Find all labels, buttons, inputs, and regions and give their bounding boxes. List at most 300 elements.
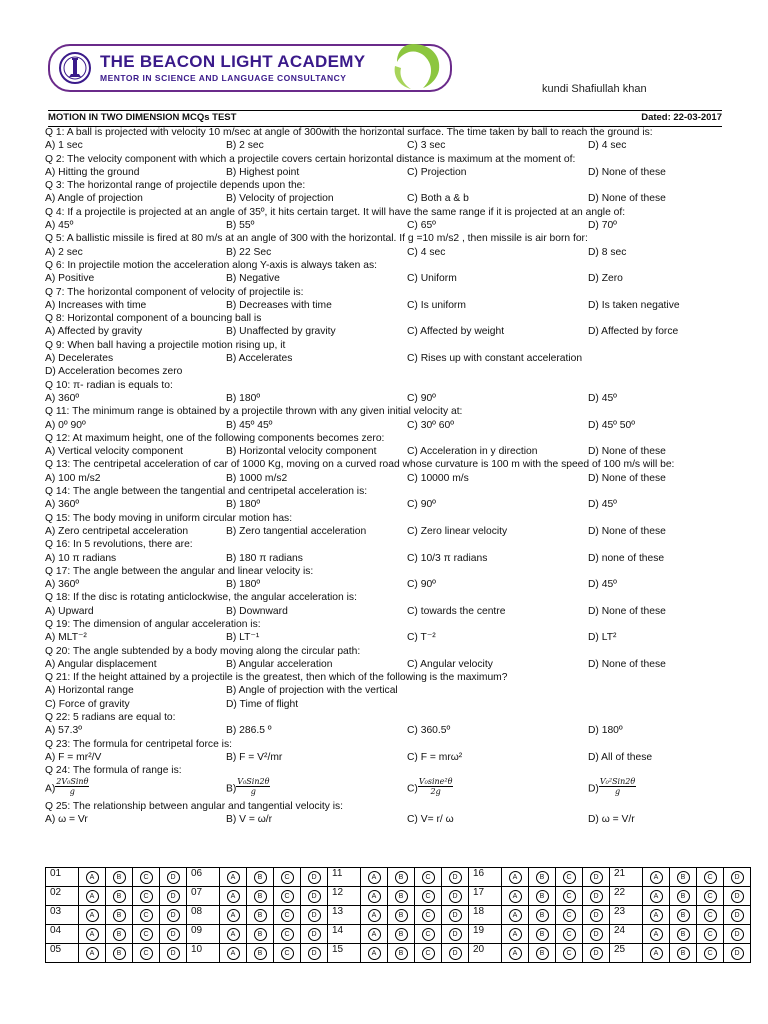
option-c[interactable] [407,578,436,591]
options-row [45,299,725,312]
option-label: A) 57.3º [45,725,82,737]
answer-bubble-b[interactable]: B [677,909,690,922]
option-d[interactable] [588,813,635,826]
answer-bubble-d[interactable]: D [590,947,603,960]
option-d[interactable] [588,658,666,671]
answer-bubble-c[interactable]: C [281,871,294,884]
option-d[interactable] [588,299,680,312]
option-d[interactable] [588,631,616,644]
option-c[interactable] [407,272,457,285]
answer-bubble-d[interactable]: D [731,909,744,922]
option-c[interactable] [407,472,469,485]
question-number: 09 [187,925,220,944]
option-d[interactable] [588,419,635,432]
option-b[interactable] [226,525,366,538]
option-c[interactable] [407,605,505,618]
option-label: A) 10 π radians [45,552,117,564]
answer-bubble-c[interactable]: C [422,947,435,960]
formula-numerator: V₀sine²θ [418,776,453,786]
option-b[interactable] [226,498,260,511]
option-d[interactable] [588,552,664,565]
option-d[interactable] [588,498,617,511]
answer-bubble-b[interactable]: B [677,890,690,903]
answer-bubble-b[interactable]: B [254,871,267,884]
bubble-cell [415,925,442,944]
option-a[interactable] [45,498,79,511]
option-label: A) Zero centripetal acceleration [45,525,189,537]
option-d[interactable] [588,246,626,259]
option-label: C) Projection [407,166,467,178]
option-b[interactable] [226,776,270,796]
answer-bubble-a[interactable]: A [227,871,240,884]
answer-bubble-c[interactable]: C [281,928,294,941]
bubble-cell [388,906,415,925]
option-c[interactable] [407,325,504,338]
answer-bubble-d[interactable]: D [449,947,462,960]
answer-bubble-d[interactable]: D [590,909,603,922]
question-text: Q 2: The velocity component with which a projectile covers certain horizontal distance is maximum at the moment of: [45,153,576,165]
option-label: C) towards the centre [407,605,506,617]
option-c[interactable] [407,498,436,511]
bubble-cell [106,868,133,887]
option-c[interactable] [407,192,469,205]
answer-bubble-d[interactable]: D [167,890,180,903]
bubble-cell [670,868,697,887]
option-b[interactable] [226,605,288,618]
option-b[interactable] [226,419,272,432]
option-a[interactable] [45,219,73,232]
answer-row [46,944,751,963]
option-label: B) 55º [226,220,255,232]
question-text: Q 7: The horizontal component of velocity of projectile is: [45,286,304,298]
option-label: A) 360º [45,499,80,511]
answer-bubble-d[interactable]: D [590,928,603,941]
option-d[interactable] [588,776,636,796]
answer-bubble-b[interactable]: B [395,928,408,941]
option-c[interactable] [407,631,436,644]
answer-bubble-d[interactable]: D [590,871,603,884]
option-label: B) 1000 m/s2 [226,472,288,484]
option-label: C) 10/3 π radians [407,552,488,564]
answer-bubble-a[interactable]: A [509,871,522,884]
answer-bubble-b[interactable]: B [536,947,549,960]
answer-bubble-d[interactable]: D [449,928,462,941]
answer-bubble-a[interactable]: A [650,928,663,941]
option-label: A) Positive [45,273,95,285]
answer-bubble-b[interactable]: B [536,928,549,941]
answer-bubble-d[interactable]: D [731,928,744,941]
question-number: 22 [610,887,643,906]
answer-bubble-c[interactable]: C [563,947,576,960]
option-d[interactable] [588,219,617,232]
question-number: 17 [469,887,502,906]
bubble-cell [502,868,529,887]
answer-bubble-a[interactable]: A [650,909,663,922]
bubble-cell [79,868,106,887]
answer-bubble-c[interactable]: C [422,909,435,922]
option-b[interactable] [226,246,271,259]
answer-bubble-c[interactable]: C [563,890,576,903]
option-label: A) 1 sec [45,140,83,152]
option-label: A) Increases with time [45,299,147,311]
option-b[interactable] [226,166,299,179]
answer-bubble-b[interactable]: B [113,947,126,960]
answer-bubble-c[interactable]: C [281,890,294,903]
option-label: B) Negative [226,273,280,285]
option-c[interactable] [407,419,454,432]
answer-bubble-c[interactable]: C [704,890,717,903]
bubble-cell [724,944,751,963]
bubble-cell [301,944,328,963]
option-label: B) Angle of projection with the vertical [226,685,398,697]
option-b[interactable] [226,219,254,232]
answer-bubble-d[interactable]: D [308,890,321,903]
bubble-cell [529,887,556,906]
answer-bubble-b[interactable]: B [254,947,267,960]
option-label: D) None of these [588,658,666,670]
answer-bubble-a[interactable]: A [227,928,240,941]
option-a[interactable] [45,552,116,565]
answer-bubble-c[interactable]: C [140,909,153,922]
bubble-cell [529,868,556,887]
option-label: A) 100 m/s2 [45,472,101,484]
option-a[interactable] [45,246,83,259]
option-d[interactable] [588,578,617,591]
range-formula [418,777,454,796]
bubble-cell [79,906,106,925]
green-swoosh-logo-icon [383,40,443,92]
answer-bubble-a[interactable]: A [86,928,99,941]
question-text: Q 8: Horizontal component of a bouncing ball is [45,313,262,325]
option-label: D) 180º [588,725,623,737]
bubble-cell [556,925,583,944]
question-number: 03 [46,906,79,925]
option-a[interactable] [45,605,94,618]
option-a[interactable] [45,658,157,671]
answer-bubble-c[interactable]: C [422,871,435,884]
answer-bubble-a[interactable]: A [509,890,522,903]
answer-bubble-b[interactable]: B [536,909,549,922]
option-c[interactable] [407,658,493,671]
option-c[interactable] [407,166,467,179]
bubble-cell [643,887,670,906]
formula-numerator: V₀²Sin2θ [599,776,636,786]
option-d[interactable] [588,192,666,205]
answer-bubble-d[interactable]: D [308,871,321,884]
option-b[interactable] [226,325,336,338]
bubble-cell [79,944,106,963]
option-label: C) Rises up with constant acceleration [407,353,583,365]
answer-bubble-d[interactable]: D [731,890,744,903]
option-a[interactable] [45,578,79,591]
option-label: D) ω = V/r [588,813,635,825]
question-number: 23 [610,906,643,925]
bubble-cell [247,906,274,925]
option-label: C) 360.5º [407,725,451,737]
answer-bubble-c[interactable]: C [704,871,717,884]
option-a[interactable] [45,631,87,644]
option-label: A) 360º [45,392,80,404]
answer-bubble-b[interactable]: B [677,947,690,960]
answer-bubble-a[interactable]: A [368,928,381,941]
answer-bubble-b[interactable]: B [113,871,126,884]
option-b[interactable] [226,445,377,458]
option-d[interactable] [588,472,666,485]
answer-bubble-b[interactable]: B [254,909,267,922]
answer-bubble-d[interactable]: D [308,947,321,960]
option-a[interactable] [45,272,94,285]
option-c[interactable] [407,139,445,152]
option-label: B) Zero tangential acceleration [226,525,367,537]
answer-bubble-d[interactable]: D [167,871,180,884]
option-a[interactable] [45,724,82,737]
bubble-cell [133,868,160,887]
answer-bubble-d[interactable]: D [167,909,180,922]
option-b[interactable] [226,392,260,405]
option-label: C) 30º 60º [407,419,455,431]
bubble-cell [79,887,106,906]
option-a[interactable] [45,166,139,179]
answer-bubble-b[interactable]: B [395,871,408,884]
answer-bubble-c[interactable]: C [563,909,576,922]
answer-bubble-b[interactable]: B [113,909,126,922]
answer-bubble-a[interactable]: A [368,871,381,884]
answer-bubble-b[interactable]: B [536,871,549,884]
answer-bubble-b[interactable]: B [254,928,267,941]
options-row [45,219,725,232]
answer-bubble-a[interactable]: A [227,947,240,960]
answer-bubble-c[interactable]: C [281,909,294,922]
bubble-cell [556,944,583,963]
option-d[interactable] [588,724,623,737]
answer-bubble-c[interactable]: C [563,871,576,884]
option-b[interactable] [226,272,280,285]
option-b[interactable] [226,578,260,591]
question-text: Q 20: The angle subtended by a body moving along the circular path: [45,645,361,657]
option-label: D) 45º [588,392,617,404]
answer-bubble-b[interactable]: B [677,871,690,884]
option-label: A) Horizontal range [45,685,134,697]
option-b[interactable] [226,552,303,565]
option-b[interactable] [226,192,334,205]
option-b[interactable] [226,658,332,671]
answer-bubble-d[interactable]: D [308,928,321,941]
question-number: 15 [328,944,361,963]
answer-bubble-c[interactable]: C [563,928,576,941]
answer-bubble-c[interactable]: C [704,947,717,960]
answer-bubble-b[interactable]: B [395,947,408,960]
options-row [45,724,725,737]
option-a[interactable] [45,352,113,365]
bubble-cell [529,906,556,925]
option-b[interactable] [226,724,272,737]
option-d[interactable]: D) Acceleration becomes zero [45,366,183,378]
answer-row [46,887,751,906]
option-d[interactable] [588,525,666,538]
bubble-cell [697,906,724,925]
option-d[interactable] [588,272,623,285]
option-d[interactable]: D) Time of flight [226,698,299,710]
option-a[interactable] [45,472,101,485]
option-label: D) LT² [588,632,617,644]
option-d[interactable] [588,139,626,152]
bubble-cell [361,868,388,887]
option-a[interactable] [45,813,88,826]
bubble-cell [274,925,301,944]
option-c[interactable] [407,751,462,764]
answer-bubble-a[interactable]: A [368,909,381,922]
option-a[interactable] [45,776,89,796]
answer-bubble-a[interactable]: A [86,890,99,903]
bubble-cell [697,887,724,906]
question-number: 10 [187,944,220,963]
option-b[interactable] [226,472,287,485]
answer-bubble-b[interactable]: B [395,890,408,903]
bubble-cell [133,944,160,963]
option-d[interactable] [588,325,678,338]
options-row [45,605,725,618]
option-d[interactable] [588,166,666,179]
answer-bubble-a[interactable]: A [86,871,99,884]
option-a[interactable] [45,392,79,405]
answer-bubble-d[interactable]: D [731,947,744,960]
option-b[interactable] [226,299,332,312]
range-formula [599,777,636,796]
question-number: 07 [187,887,220,906]
answer-bubble-a[interactable]: A [86,909,99,922]
option-c[interactable] [407,552,487,565]
option-c[interactable] [407,525,507,538]
option-label: A) Upward [45,605,94,617]
bubble-cell [361,906,388,925]
answer-bubble-c[interactable]: C [140,928,153,941]
option-b[interactable] [226,631,259,644]
answer-bubble-c[interactable]: C [704,928,717,941]
question-text: Q 18: If the disc is rotating anticlockwise, the angular acceleration is: [45,592,357,604]
option-label: B) LT⁻¹ [226,632,260,644]
answer-bubble-d[interactable]: D [449,871,462,884]
answer-bubble-b[interactable]: B [254,890,267,903]
answer-bubble-b[interactable]: B [536,890,549,903]
option-b[interactable] [226,352,292,365]
option-a[interactable] [45,419,86,432]
answer-bubble-c[interactable]: C [281,947,294,960]
option-c[interactable] [407,813,454,826]
option-a[interactable] [45,684,134,697]
option-c[interactable] [407,352,582,365]
option-b[interactable] [226,684,398,697]
option-b[interactable] [226,139,264,152]
answer-bubble-a[interactable]: A [650,871,663,884]
answer-bubble-c[interactable]: C [140,871,153,884]
option-c[interactable]: C) Force of gravity [45,698,130,710]
option-b[interactable] [226,751,282,764]
question-number: 12 [328,887,361,906]
answer-bubble-a[interactable]: A [368,947,381,960]
answer-bubble-d[interactable]: D [449,890,462,903]
question-number: 05 [46,944,79,963]
option-label: A) Affected by gravity [45,326,143,338]
answer-bubble-c[interactable]: C [140,947,153,960]
answer-bubble-b[interactable]: B [677,928,690,941]
question-number: 13 [328,906,361,925]
option-label: C) [407,783,418,795]
option-b[interactable] [226,813,272,826]
answer-bubble-a[interactable]: A [368,890,381,903]
option-label: C) Zero linear velocity [407,525,508,537]
bubble-cell [247,868,274,887]
answer-bubble-d[interactable]: D [167,947,180,960]
option-a[interactable] [45,139,83,152]
option-a[interactable] [45,325,142,338]
bubble-cell [442,887,469,906]
answer-bubble-a[interactable]: A [509,928,522,941]
answer-bubble-d[interactable]: D [308,909,321,922]
answer-bubble-a[interactable]: A [650,947,663,960]
option-label: A) Hitting the ground [45,166,140,178]
bubble-cell [220,868,247,887]
answer-sheet-grid [45,867,751,963]
option-d[interactable] [588,445,666,458]
question-text: Q 1: A ball is projected with velocity 10 m/sec at angle of 300with the horizontal surface. The time taken by ball to reach the ground is: [45,127,653,138]
option-label: C) 90º [407,392,436,404]
answer-bubble-a[interactable]: A [509,947,522,960]
option-a[interactable] [45,192,143,205]
answer-bubble-a[interactable]: A [650,890,663,903]
answer-bubble-c[interactable]: C [422,890,435,903]
option-c[interactable] [407,445,538,458]
answer-bubble-a[interactable]: A [509,909,522,922]
answer-bubble-a[interactable]: A [227,890,240,903]
option-c[interactable] [407,776,453,796]
option-d[interactable] [588,751,652,764]
option-a[interactable] [45,751,101,764]
option-a[interactable] [45,445,183,458]
answer-bubble-b[interactable]: B [395,909,408,922]
option-d[interactable] [588,392,617,405]
option-label: A) 2 sec [45,246,83,258]
answer-bubble-c[interactable]: C [704,909,717,922]
answer-bubble-c[interactable]: C [140,890,153,903]
option-c[interactable] [407,299,466,312]
bubble-cell [670,925,697,944]
option-c[interactable] [407,219,436,232]
option-d[interactable] [588,605,666,618]
options-row [45,166,725,179]
answer-bubble-b[interactable]: B [113,890,126,903]
answer-bubble-d[interactable]: D [590,890,603,903]
bubble-cell [274,944,301,963]
answer-bubble-a[interactable]: A [86,947,99,960]
option-a[interactable] [45,525,188,538]
answer-bubble-d[interactable]: D [731,871,744,884]
answer-bubble-b[interactable]: B [113,928,126,941]
option-c[interactable] [407,392,436,405]
answer-bubble-c[interactable]: C [422,928,435,941]
answer-bubble-d[interactable]: D [167,928,180,941]
bubble-cell [160,887,187,906]
option-c[interactable] [407,724,450,737]
option-c[interactable] [407,246,445,259]
question-number: 20 [469,944,502,963]
bubble-cell [160,906,187,925]
option-a[interactable] [45,299,146,312]
academy-name: THE BEACON LIGHT ACADEMY [100,52,366,71]
answer-bubble-d[interactable]: D [449,909,462,922]
options-row [45,392,725,405]
answer-bubble-a[interactable]: A [227,909,240,922]
question-number: 19 [469,925,502,944]
